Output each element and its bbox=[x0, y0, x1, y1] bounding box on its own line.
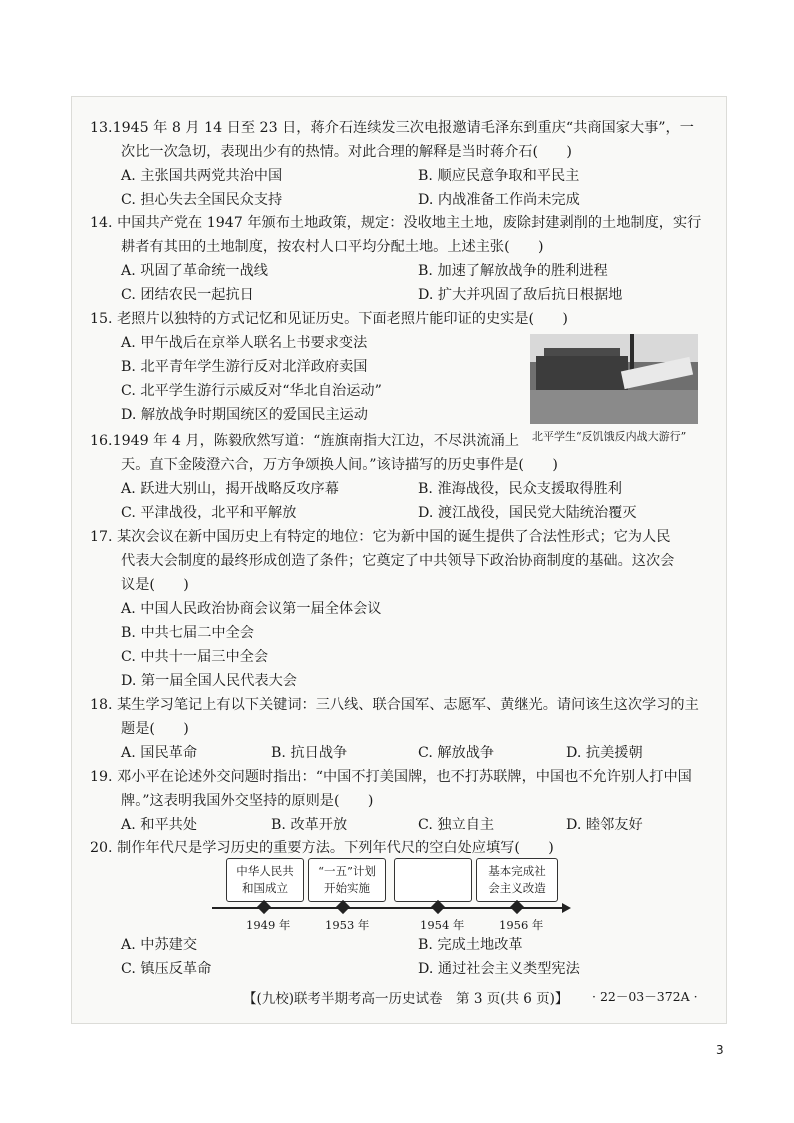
timeline-box-2-line2: 开始实施 bbox=[323, 881, 370, 895]
timeline-marker-1956 bbox=[510, 900, 524, 914]
q16-option-b: B. 淮海战役，民众支援取得胜利 bbox=[418, 481, 622, 497]
q19-stem-line1: 19. 邓小平在论述外交问题时指出：“中国不打美国牌，也不打苏联牌，中国也不允许别人打中国 bbox=[90, 769, 692, 785]
timeline-box-4 bbox=[476, 858, 558, 902]
timeline-box-2-line1: “一五”计划 bbox=[318, 864, 376, 878]
q14-stem-line1: 14. 中国共产党在 1947 年颁布土地政策，规定：没收地主土地，废除封建剥削的土地制度，实行 bbox=[90, 215, 702, 231]
q14-option-b: B. 加速了解放战争的胜利进程 bbox=[418, 263, 608, 279]
q15-option-c: C. 北平学生游行示威反对“华北自治运动” bbox=[121, 383, 382, 399]
q20-option-d: D. 通过社会主义类型宪法 bbox=[418, 961, 580, 977]
timeline-box-blank bbox=[394, 858, 472, 902]
timeline-year-1953: 1953 年 bbox=[325, 918, 370, 932]
q13-option-a: A. 主张国共两党共治中国 bbox=[121, 168, 283, 184]
q18-stem-line2: 题是( ) bbox=[121, 721, 189, 737]
timeline-box-4-line1: 基本完成社 bbox=[488, 864, 546, 878]
q16-stem-line2: 天。直下金陵澄六合，万方争颂换人间。”该诗描写的历史事件是( ) bbox=[121, 457, 558, 473]
q18-stem-line1: 18. 某生学习笔记上有以下关键词：三八线、联合国军、志愿军、黄继光。请问该生这次学习的主 bbox=[90, 697, 699, 713]
protest-photo bbox=[530, 334, 698, 424]
q15-option-a: A. 甲午战后在京举人联名上书要求变法 bbox=[121, 335, 368, 351]
q14-option-c: C. 团结农民一起抗日 bbox=[121, 287, 254, 303]
q17-option-b: B. 中共七届二中全会 bbox=[121, 625, 254, 641]
q13-option-d: D. 内战准备工作尚未完成 bbox=[418, 192, 580, 208]
q13-option-b: B. 顺应民意争取和平民主 bbox=[418, 168, 580, 184]
timeline-marker-1954 bbox=[431, 900, 445, 914]
exam-code: · 22－03－372A · bbox=[592, 989, 698, 1004]
exam-footer: 【(九校)联考半期考高一历史试卷 第 3 页(共 6 页)】 bbox=[243, 991, 569, 1007]
q14-stem-line2: 耕者有其田的土地制度，按农村人口平均分配土地。上述主张( ) bbox=[121, 239, 544, 255]
timeline-box-2 bbox=[308, 858, 386, 902]
timeline-box-4-line2: 会主义改造 bbox=[488, 881, 546, 895]
q19-option-c: C. 独立自主 bbox=[418, 817, 495, 833]
timeline-year-1956: 1956 年 bbox=[499, 918, 544, 932]
q20-option-a: A. 中苏建交 bbox=[121, 937, 198, 953]
q20-option-c: C. 镇压反革命 bbox=[121, 961, 212, 977]
q17-option-c: C. 中共十一届三中全会 bbox=[121, 649, 269, 665]
q20-stem-line1: 20. 制作年代尺是学习历史的重要方法。下列年代尺的空白处应填写( ) bbox=[90, 840, 554, 856]
q17-stem-line3: 议是( ) bbox=[121, 577, 189, 593]
timeline-box-1-line1: 中华人民共 bbox=[236, 864, 294, 878]
q17-option-d: D. 第一届全国人民代表大会 bbox=[121, 673, 297, 689]
q13-stem-line2: 次比一次急切，表现出少有的热情。对此合理的解释是当时蒋介石( ) bbox=[121, 144, 572, 160]
timeline-year-1954: 1954 年 bbox=[420, 918, 465, 932]
q13-option-c: C. 担心失去全国民众支持 bbox=[121, 192, 283, 208]
q17-option-a: A. 中国人民政治协商会议第一届全体会议 bbox=[121, 601, 382, 617]
q16-option-d: D. 渡江战役，国民党大陆统治覆灭 bbox=[418, 505, 637, 521]
page-number: 3 bbox=[716, 1043, 724, 1057]
timeline-marker-1953 bbox=[336, 900, 350, 914]
q18-option-b: B. 抗日战争 bbox=[271, 745, 348, 761]
q16-option-c: C. 平津战役，北平和平解放 bbox=[121, 505, 297, 521]
timeline bbox=[212, 858, 577, 938]
q18-option-d: D. 抗美援朝 bbox=[566, 745, 643, 761]
q16-stem-line1: 16.1949 年 4 月，陈毅欣然写道：“旌旗南指大江边，不尽洪流涌上 bbox=[90, 433, 519, 449]
timeline-marker-1949 bbox=[257, 900, 271, 914]
timeline-box-1-line2: 和国成立 bbox=[242, 881, 288, 895]
timeline-box-1 bbox=[226, 858, 304, 902]
q15-stem-line1: 15. 老照片以独特的方式记忆和见证历史。下面老照片能印证的史实是( ) bbox=[90, 311, 568, 327]
q19-option-d: D. 睦邻友好 bbox=[566, 817, 643, 833]
q13-stem-line1: 13.1945 年 8 月 14 日至 23 日，蒋介石连续发三次电报邀请毛泽东到重庆“共商国家大事”，一 bbox=[90, 120, 694, 136]
q19-option-b: B. 改革开放 bbox=[271, 817, 348, 833]
q15-option-b: B. 北平青年学生游行反对北洋政府卖国 bbox=[121, 359, 368, 375]
photo-caption: 北平学生“反饥饿反内战大游行” bbox=[532, 430, 687, 443]
q18-option-c: C. 解放战争 bbox=[418, 745, 495, 761]
q18-option-a: A. 国民革命 bbox=[121, 745, 198, 761]
q14-option-a: A. 巩固了革命统一战线 bbox=[121, 263, 268, 279]
timeline-arrowhead bbox=[562, 903, 571, 913]
q20-option-b: B. 完成土地改革 bbox=[418, 937, 523, 953]
q19-stem-line2: 牌。”这表明我国外交坚持的原则是( ) bbox=[121, 793, 374, 809]
q19-option-a: A. 和平共处 bbox=[121, 817, 198, 833]
q17-stem-line1: 17. 某次会议在新中国历史上有特定的地位：它为新中国的诞生提供了合法性形式；它为人民 bbox=[90, 529, 671, 545]
timeline-year-1949: 1949 年 bbox=[246, 918, 291, 932]
q16-option-a: A. 跃进大别山，揭开战略反攻序幕 bbox=[121, 481, 339, 497]
q17-stem-line2: 代表大会制度的最终形成创造了条件；它奠定了中共领导下政治协商制度的基础。这次会 bbox=[121, 553, 675, 569]
q14-option-d: D. 扩大并巩固了敌后抗日根据地 bbox=[418, 287, 623, 303]
q15-option-d: D. 解放战争时期国统区的爱国民主运动 bbox=[121, 407, 368, 423]
